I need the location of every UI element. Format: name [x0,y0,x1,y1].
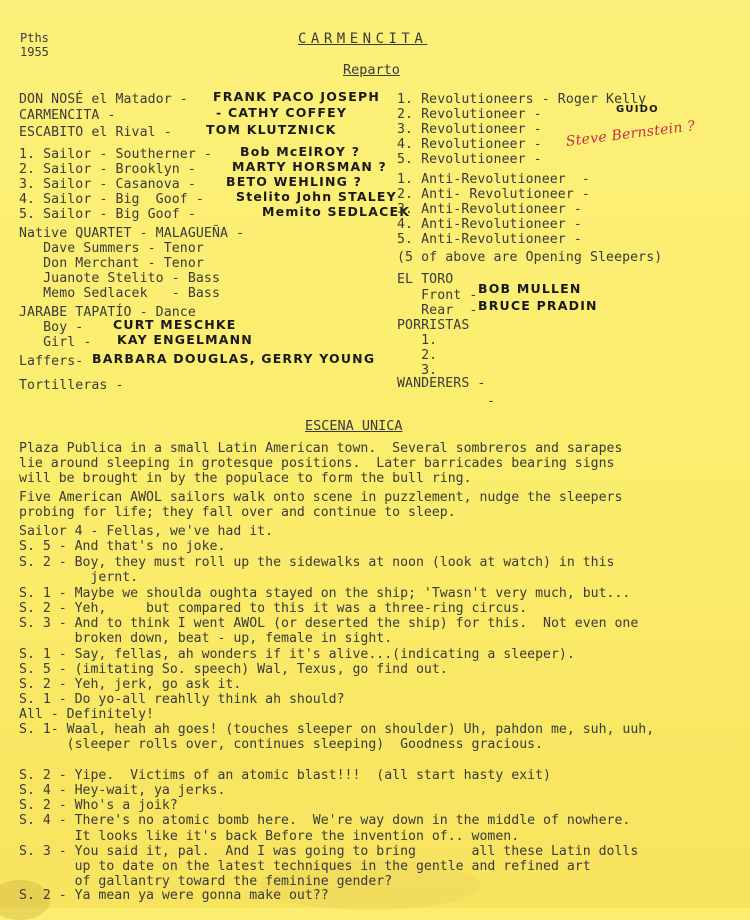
script-line: broken down, beat - up, female in sight. [19,631,393,646]
script-line: S. 1 - Do yo-all reahlly think ah should? [19,692,345,707]
cast-right-typed-line: 4. Revolutioneer - [397,137,542,152]
script-line: S. 2 - Yipe. Victims of an atomic blast!!! (all start hasty exit) [19,768,551,783]
cast-left-handwritten-name: FRANK PACO JOSEPH [213,89,381,104]
cast-left-handwritten-name: Bob McElROY ? [240,144,361,159]
script-line: Five American AWOL sailors walk onto scene in puzzlement, nudge the sleepers [19,490,623,505]
cast-left-handwritten-name: - CATHY COFFEY [216,105,348,120]
cast-heading: Reparto [343,62,400,78]
corner-note: Pths 1955 [20,31,49,59]
cast-right-typed-line: EL TORO [397,272,454,287]
script-line: jernt. [19,570,139,585]
cast-left-typed-line: Juanote Stelito - Bass [19,271,220,286]
script-line: S. 1 - Maybe we shoulda oughta stayed on the ship; 'Twasn't very much, but... [19,586,631,601]
cast-left-typed-line: Tortilleras - [19,378,124,393]
script-line: Sailor 4 - Fellas, we've had it. [19,524,274,539]
script-line: S. 1 - Say, fellas, ah wonders if it's alive...(indicating a sleeper). [19,647,575,662]
cast-left-typed-line: Girl - [19,335,92,350]
cast-left-typed-line: Dave Summers - Tenor [19,241,204,256]
cast-right-typed-line: (5 of above are Opening Sleepers) [397,250,663,265]
script-line: S. 2 - Yeh, but compared to this it was a three-ring circus. [19,601,528,616]
cast-right-typed-line: Front - [397,288,478,303]
script-line: S. 5 - (imitating So. speech) Wal, Texus, go find out. [19,662,448,677]
cast-right-typed-line: 1. Revolutioneers - Roger Kelly [397,92,647,107]
script-line: S. 1- Waal, heah ah goes! (touches sleeper on shoulder) Uh, pahdon me, suh, uuh, [19,722,655,737]
cast-left-typed-line: Native QUARTET - MALAGUEÑA - [19,226,245,241]
script-line: S. 2 - Boy, they must roll up the sidewalks at noon (look at watch) in this [19,555,615,570]
script-line: S. 4 - Hey-wait, ya jerks. [19,783,226,798]
script-line: S. 3 - And to think I went AWOL (or deserted the ship) for this. Not even one [19,616,639,631]
cast-left-typed-line: 5. Sailor - Big Goof - [19,207,196,222]
cast-right-typed-line: 2. Anti- Revolutioneer - [397,187,590,202]
cast-left-typed-line: 3. Sailor - Casanova - [19,177,196,192]
cast-left-typed-line: DON NOSÉ el Matador - [19,92,188,107]
script-line: S. 2 - Ya mean ya were gonna make out?? [19,888,329,903]
cast-right-handwritten-name: GUIDO [616,104,659,115]
script-line: It looks like it's back Before the invention of.. women. [19,829,520,844]
cast-right-typed-line: 4. Anti-Revolutioneer - [397,217,582,232]
cast-right-typed-line: 3. Anti-Revolutioneer - [397,202,582,217]
cast-left-handwritten-name: MARTY HORSMAN ? [232,159,387,174]
scene-heading: ESCENA UNICA [305,418,403,434]
cast-left-typed-line: Don Merchant - Tenor [19,256,204,271]
script-line: S. 3 - You said it, pal. And I was going to bring all these Latin dolls [19,844,639,859]
cast-left-typed-line: 4. Sailor - Big Goof - [19,192,204,207]
cast-left-typed-line: Laffers- [19,354,84,369]
cast-right-typed-line: PORRISTAS [397,318,470,333]
script-line: of gallantry toward the feminine gender? [19,874,393,889]
script-line: lie around sleeping in grotesque positions. Later barricades bearing signs [19,456,615,471]
script-line: S. 2 - Who's a joik? [19,798,178,813]
cast-left-handwritten-name: Stelito John STALEY [236,189,397,204]
cast-left-typed-line: 1. Sailor - Southerner - [19,147,212,162]
cast-left-typed-line: ESCABITO el Rival - [19,125,172,140]
cast-right-typed-line: 5. Anti-Revolutioneer - [397,232,582,247]
cast-left-typed-line: Memo Sedlacek - Bass [19,286,220,301]
script-line: (sleeper rolls over, continues sleeping) Goodness gracious. [19,737,544,752]
cast-left-handwritten-name: BETO WEHLING ? [226,174,363,189]
script-line: S. 4 - There's no atomic bomb here. We're way down in the middle of nowhere. [19,813,631,828]
script-line: will be brought in by the populace to form the bull ring. [19,471,472,486]
cast-left-handwritten-name: CURT MESCHKE [113,317,237,332]
cast-right-typed-line: 1. [397,333,438,348]
cast-right-handwritten-name: Steve Bernstein ? [565,118,697,150]
script-line: probing for life; they fall over and continue to sleep. [19,505,456,520]
cast-right-typed-line: WANDERERS - [397,376,486,391]
cast-right-typed-line: 3. Revolutioneer - [397,122,542,137]
cast-left-typed-line: Boy - [19,320,84,335]
cast-left-typed-line: JARABE TAPATÍO - Dance [19,305,196,320]
script-line: Plaza Publica in a small Latin American town. Several sombreros and sarapes [19,441,623,456]
cast-right-handwritten-name: BRUCE PRADIN [478,298,598,313]
cast-left-typed-line: 2. Sailor - Brooklyn - [19,162,196,177]
cast-right-typed-line: 2. [397,348,438,363]
cast-left-handwritten-name: Memito SEDLACEK [262,204,411,219]
cast-right-typed-line: 2. Revolutioneer - [397,107,542,122]
cast-left-handwritten-name: KAY ENGELMANN [117,332,253,347]
page-title: CARMENCITA [298,31,428,47]
cast-left-typed-line: CARMENCITA - [19,108,116,123]
cast-left-handwritten-name: TOM KLUTZNICK [206,122,337,137]
script-line: S. 2 - Yeh, jerk, go ask it. [19,677,242,692]
cast-right-typed-line: 1. Anti-Revolutioneer - [397,172,590,187]
script-line: All - Definitely! [19,707,154,722]
cast-right-typed-line: - [487,394,496,409]
cast-left-handwritten-name: BARBARA DOUGLAS, GERRY YOUNG [92,351,376,366]
cast-right-handwritten-name: BOB MULLEN [478,281,582,296]
cast-right-typed-line: Rear - [397,303,478,318]
cast-right-typed-line: 5. Revolutioneer - [397,152,542,167]
script-line: up to date on the latest techniques in the gentle and refined art [19,859,591,874]
script-line: S. 5 - And that's no joke. [19,539,226,554]
cast-right-typed-line: 3. [397,363,438,378]
